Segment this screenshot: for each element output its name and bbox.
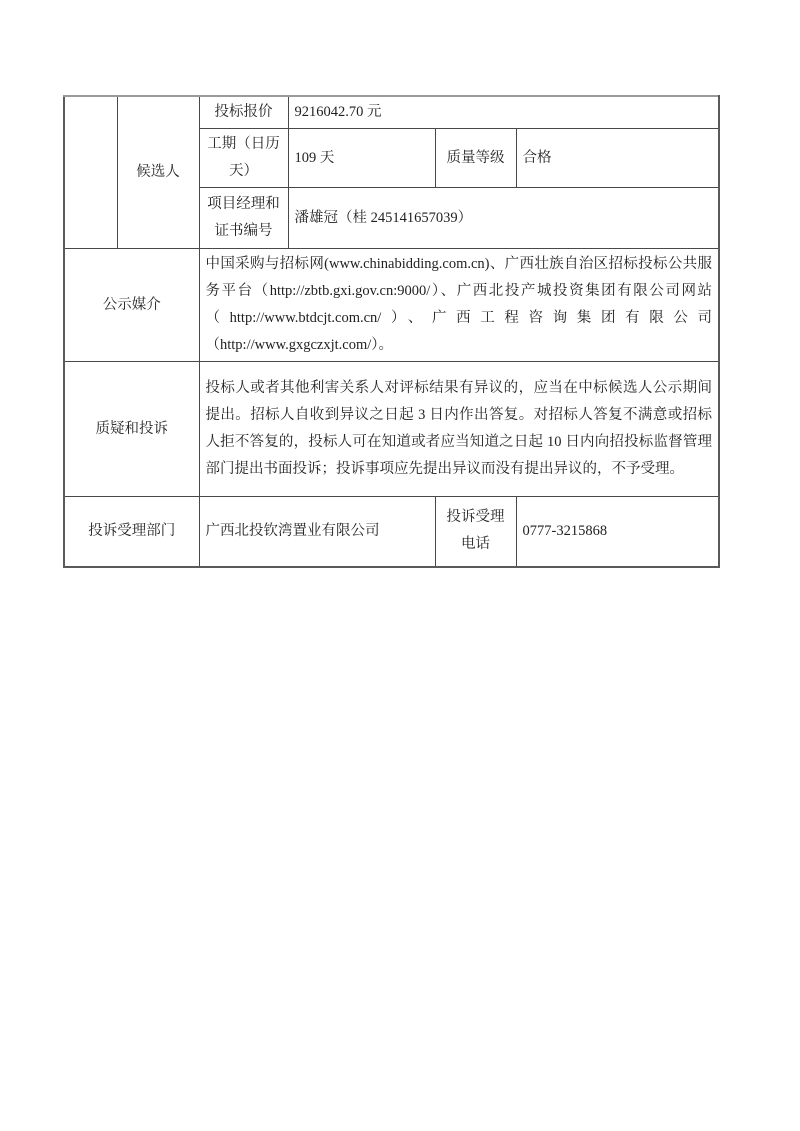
complaint-dept-label: 投诉受理部门 — [64, 497, 199, 567]
quality-grade-value: 合格 — [516, 129, 719, 188]
left-spacer-cell — [64, 96, 117, 249]
project-manager-label: 项目经理和证书编号 — [199, 188, 288, 249]
bid-result-table — [63, 95, 720, 568]
candidate-group-label: 候选人 — [117, 96, 199, 249]
row-complaint-department — [64, 497, 719, 567]
project-manager-value: 潘雄冠（桂 245141657039） — [288, 188, 719, 249]
quality-grade-label: 质量等级 — [435, 129, 516, 188]
row-public-media — [64, 249, 719, 362]
objection-value: 投标人或者其他利害关系人对评标结果有异议的，应当在中标候选人公示期间提出。招标人自收到异议之日起 3 日内作出答复。对招标人答复不满意或招标人拒不答复的，投标人可在知道或者应当知道之日起 10 日内向招投标监督管理部门提出书面投诉；投诉事项应先提出异议而没有提出异议的，不予受理。 — [199, 362, 719, 497]
bid-price-label: 投标报价 — [199, 96, 288, 129]
row-bid-price — [64, 96, 719, 129]
public-media-label: 公示媒介 — [64, 249, 199, 362]
bid-price-value: 9216042.70 元 — [288, 96, 719, 129]
objection-label: 质疑和投诉 — [64, 362, 199, 497]
public-media-value: 中国采购与招标网(www.chinabidding.com.cn)、广西壮族自治区招标投标公共服务平台（http://zbtb.gxi.gov.cn:9000/）、广西北投产城投资集团有限公司网站（http://www.btdcjt.com.cn/）、广西工程咨询集团有限公司（http://www.gxgczxjt.com/）。 — [199, 249, 719, 362]
duration-value: 109 天 — [288, 129, 435, 188]
complaint-phone-label: 投诉受理电话 — [435, 497, 516, 567]
complaint-dept-value: 广西北投钦湾置业有限公司 — [199, 497, 435, 567]
duration-label: 工期（日历天） — [199, 129, 288, 188]
complaint-phone-value: 0777-3215868 — [516, 497, 719, 567]
row-objection-complaint — [64, 362, 719, 497]
